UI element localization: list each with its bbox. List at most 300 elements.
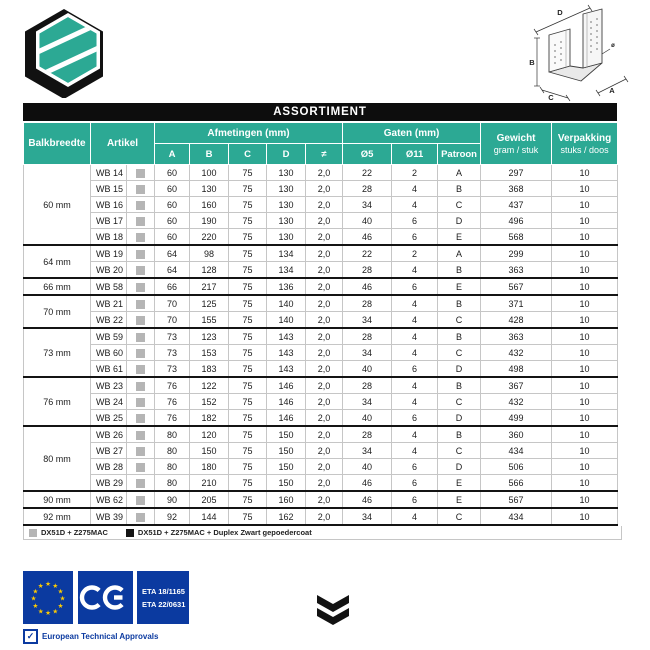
hanger-left-flange xyxy=(549,29,570,72)
eu-star-icon: ★ xyxy=(52,583,59,591)
cell-artikel: WB 25 xyxy=(91,410,127,427)
eta-approvals-box xyxy=(137,571,189,624)
table-row xyxy=(24,443,618,459)
cell-coating-swatch xyxy=(127,491,155,508)
cell-a: 92 xyxy=(155,508,190,525)
eta-number-2: ETA 22/0631 xyxy=(142,599,186,609)
cell-verpakking: 10 xyxy=(552,475,618,492)
cell-o11: 6 xyxy=(392,475,438,492)
coating-swatch-icon xyxy=(136,316,145,325)
eu-star-icon: ★ xyxy=(59,595,66,603)
col-header-balkbreedte: Balkbreedte xyxy=(24,123,91,165)
legend-label: DX51D + Z275MAC xyxy=(41,528,108,537)
cell-balkbreedte: 76 mm xyxy=(24,377,91,426)
cell-gewicht: 368 xyxy=(481,181,552,197)
table-row xyxy=(24,295,618,312)
cell-o5: 34 xyxy=(343,312,392,329)
cell-patroon: B xyxy=(438,377,481,394)
cell-artikel: WB 58 xyxy=(91,278,127,295)
table-row xyxy=(24,245,618,262)
cell-o11: 4 xyxy=(392,262,438,279)
cell-d: 130 xyxy=(267,229,306,246)
cell-gewicht: 498 xyxy=(481,361,552,378)
cell-gewicht: 496 xyxy=(481,213,552,229)
cell-verpakking: 10 xyxy=(552,426,618,443)
cell-thickness: 2,0 xyxy=(306,475,343,492)
table-row xyxy=(24,394,618,410)
cell-verpakking: 10 xyxy=(552,312,618,329)
table-row xyxy=(24,278,618,295)
cell-artikel: WB 19 xyxy=(91,245,127,262)
cell-a: 73 xyxy=(155,361,190,378)
cell-o5: 28 xyxy=(343,181,392,197)
cell-a: 66 xyxy=(155,278,190,295)
col-header-verpakking: Verpakking stuks / doos xyxy=(552,123,618,165)
cell-coating-swatch xyxy=(127,278,155,295)
cell-artikel: WB 60 xyxy=(91,345,127,361)
cell-patroon: C xyxy=(438,508,481,525)
cell-patroon: D xyxy=(438,459,481,475)
cell-c: 75 xyxy=(229,262,267,279)
cell-d: 143 xyxy=(267,328,306,345)
coating-swatch-icon xyxy=(136,496,145,505)
table-row xyxy=(24,213,618,229)
legend-swatch-icon xyxy=(126,529,134,537)
cell-artikel: WB 29 xyxy=(91,475,127,492)
cell-verpakking: 10 xyxy=(552,197,618,213)
cell-patroon: C xyxy=(438,312,481,329)
cell-artikel: WB 18 xyxy=(91,229,127,246)
cell-gewicht: 299 xyxy=(481,245,552,262)
cell-balkbreedte: 80 mm xyxy=(24,426,91,491)
cell-o5: 40 xyxy=(343,410,392,427)
col-header-a: A xyxy=(155,144,190,165)
cell-balkbreedte: 66 mm xyxy=(24,278,91,295)
cell-patroon: B xyxy=(438,262,481,279)
cell-patroon: C xyxy=(438,345,481,361)
eu-star-icon: ★ xyxy=(52,608,59,616)
cell-b: 130 xyxy=(190,181,229,197)
table-row xyxy=(24,377,618,394)
cell-balkbreedte: 70 mm xyxy=(24,295,91,328)
cell-d: 150 xyxy=(267,459,306,475)
cell-a: 80 xyxy=(155,475,190,492)
hanger-right-flange xyxy=(583,9,602,68)
brand-hexagon-logo xyxy=(14,6,118,98)
cell-gewicht: 499 xyxy=(481,410,552,427)
cell-gewicht: 434 xyxy=(481,443,552,459)
table-row xyxy=(24,328,618,345)
cell-o5: 28 xyxy=(343,328,392,345)
cell-o5: 46 xyxy=(343,229,392,246)
dim-label-c: C xyxy=(548,93,554,102)
cell-d: 136 xyxy=(267,278,306,295)
cell-o5: 34 xyxy=(343,443,392,459)
cell-coating-swatch xyxy=(127,181,155,197)
col-header-gewicht: Gewicht gram / stuk xyxy=(481,123,552,165)
cell-b: 150 xyxy=(190,443,229,459)
cell-d: 140 xyxy=(267,312,306,329)
cell-o5: 22 xyxy=(343,165,392,181)
cell-patroon: A xyxy=(438,245,481,262)
col-header-gaten: Gaten (mm) xyxy=(343,123,481,144)
cell-d: 140 xyxy=(267,295,306,312)
cell-c: 75 xyxy=(229,443,267,459)
cell-thickness: 2,0 xyxy=(306,181,343,197)
cell-d: 143 xyxy=(267,361,306,378)
cell-o11: 4 xyxy=(392,377,438,394)
cell-o11: 4 xyxy=(392,508,438,525)
coating-swatch-icon xyxy=(136,185,145,194)
cell-balkbreedte: 64 mm xyxy=(24,245,91,278)
cell-coating-swatch xyxy=(127,197,155,213)
cell-a: 60 xyxy=(155,229,190,246)
cell-d: 162 xyxy=(267,508,306,525)
eu-star-icon: ★ xyxy=(45,610,51,618)
table-row xyxy=(24,475,618,492)
cell-patroon: C xyxy=(438,443,481,459)
coating-swatch-icon xyxy=(136,169,145,178)
cell-gewicht: 428 xyxy=(481,312,552,329)
eu-star-icon: ★ xyxy=(57,603,64,610)
cell-b: 100 xyxy=(190,165,229,181)
cell-patroon: E xyxy=(438,475,481,492)
cell-verpakking: 10 xyxy=(552,328,618,345)
cell-verpakking: 10 xyxy=(552,394,618,410)
cell-o11: 4 xyxy=(392,312,438,329)
cell-patroon: D xyxy=(438,410,481,427)
cell-o11: 6 xyxy=(392,361,438,378)
ce-mark-icon xyxy=(78,571,133,624)
assortiment-table xyxy=(23,122,618,526)
eta-caption: European Technical Approvals xyxy=(42,632,159,641)
cell-thickness: 2,0 xyxy=(306,443,343,459)
col-header-verpakking-sub: stuks / doos xyxy=(560,144,609,155)
eta-caption-row xyxy=(23,629,158,644)
cell-b: 98 xyxy=(190,245,229,262)
cell-gewicht: 506 xyxy=(481,459,552,475)
cell-coating-swatch xyxy=(127,213,155,229)
cell-c: 75 xyxy=(229,426,267,443)
cell-o11: 6 xyxy=(392,459,438,475)
dim-label-b: B xyxy=(529,58,535,67)
cell-gewicht: 568 xyxy=(481,229,552,246)
cell-artikel: WB 27 xyxy=(91,443,127,459)
table-row xyxy=(24,262,618,279)
cell-coating-swatch xyxy=(127,345,155,361)
col-header-c: C xyxy=(229,144,267,165)
check-icon: ✓ xyxy=(23,629,38,644)
cell-artikel: WB 20 xyxy=(91,262,127,279)
cell-verpakking: 10 xyxy=(552,181,618,197)
cell-d: 134 xyxy=(267,262,306,279)
cell-thickness: 2,0 xyxy=(306,459,343,475)
cell-thickness: 2,0 xyxy=(306,410,343,427)
cell-coating-swatch xyxy=(127,312,155,329)
cell-b: 144 xyxy=(190,508,229,525)
cell-thickness: 2,0 xyxy=(306,508,343,525)
coating-swatch-icon xyxy=(136,431,145,440)
cell-patroon: B xyxy=(438,328,481,345)
cell-d: 160 xyxy=(267,491,306,508)
cell-o5: 28 xyxy=(343,262,392,279)
cell-b: 220 xyxy=(190,229,229,246)
cell-patroon: B xyxy=(438,426,481,443)
cell-d: 143 xyxy=(267,345,306,361)
cell-verpakking: 10 xyxy=(552,377,618,394)
cell-d: 130 xyxy=(267,165,306,181)
table-row xyxy=(24,508,618,525)
cell-artikel: WB 14 xyxy=(91,165,127,181)
cell-patroon: B xyxy=(438,181,481,197)
cell-artikel: WB 15 xyxy=(91,181,127,197)
eu-star-icon: ★ xyxy=(37,608,44,616)
cell-gewicht: 567 xyxy=(481,491,552,508)
cell-c: 75 xyxy=(229,345,267,361)
cell-thickness: 2,0 xyxy=(306,394,343,410)
legend-item xyxy=(126,528,312,537)
table-row xyxy=(24,345,618,361)
cell-gewicht: 566 xyxy=(481,475,552,492)
cell-coating-swatch xyxy=(127,328,155,345)
cell-b: 180 xyxy=(190,459,229,475)
cell-o5: 34 xyxy=(343,394,392,410)
cell-verpakking: 10 xyxy=(552,443,618,459)
eu-flag xyxy=(23,571,73,624)
cell-thickness: 2,0 xyxy=(306,245,343,262)
table-row xyxy=(24,426,618,443)
eu-star-icon: ★ xyxy=(30,595,37,603)
cell-a: 76 xyxy=(155,394,190,410)
cell-b: 190 xyxy=(190,213,229,229)
cell-artikel: WB 21 xyxy=(91,295,127,312)
cell-gewicht: 437 xyxy=(481,197,552,213)
cell-coating-swatch xyxy=(127,295,155,312)
cell-thickness: 2,0 xyxy=(306,328,343,345)
table-row xyxy=(24,229,618,246)
cell-d: 130 xyxy=(267,213,306,229)
double-chevron-down-icon xyxy=(317,595,349,629)
cell-gewicht: 432 xyxy=(481,394,552,410)
cell-coating-swatch xyxy=(127,426,155,443)
cell-patroon: D xyxy=(438,213,481,229)
cell-thickness: 2,0 xyxy=(306,262,343,279)
cell-artikel: WB 16 xyxy=(91,197,127,213)
table-row xyxy=(24,361,618,378)
dim-label-a: A xyxy=(609,86,615,95)
cell-artikel: WB 39 xyxy=(91,508,127,525)
coating-swatch-icon xyxy=(136,398,145,407)
cell-o11: 4 xyxy=(392,345,438,361)
cell-patroon: E xyxy=(438,491,481,508)
cell-b: 120 xyxy=(190,426,229,443)
col-header-o5: Ø5 xyxy=(343,144,392,165)
cell-d: 150 xyxy=(267,475,306,492)
cell-o11: 6 xyxy=(392,229,438,246)
cell-o11: 6 xyxy=(392,213,438,229)
cell-b: 155 xyxy=(190,312,229,329)
table-row xyxy=(24,491,618,508)
cell-d: 146 xyxy=(267,377,306,394)
cell-d: 134 xyxy=(267,245,306,262)
cell-coating-swatch xyxy=(127,262,155,279)
cell-c: 75 xyxy=(229,410,267,427)
cell-a: 76 xyxy=(155,410,190,427)
cell-b: 217 xyxy=(190,278,229,295)
cell-d: 146 xyxy=(267,410,306,427)
cell-b: 125 xyxy=(190,295,229,312)
legend-label: DX51D + Z275MAC + Duplex Zwart gepoedercoat xyxy=(137,528,312,537)
cell-o5: 28 xyxy=(343,426,392,443)
cell-a: 60 xyxy=(155,181,190,197)
coating-swatch-icon xyxy=(136,333,145,342)
cell-thickness: 2,0 xyxy=(306,426,343,443)
eu-star-icon: ★ xyxy=(32,603,39,610)
cell-c: 75 xyxy=(229,181,267,197)
joist-hanger-diagram xyxy=(528,4,642,104)
cell-o5: 40 xyxy=(343,459,392,475)
cell-a: 60 xyxy=(155,165,190,181)
cell-a: 80 xyxy=(155,426,190,443)
cell-d: 150 xyxy=(267,426,306,443)
cell-thickness: 2,0 xyxy=(306,229,343,246)
cell-gewicht: 434 xyxy=(481,508,552,525)
cell-coating-swatch xyxy=(127,229,155,246)
cell-thickness: 2,0 xyxy=(306,345,343,361)
cell-balkbreedte: 92 mm xyxy=(24,508,91,525)
cell-c: 75 xyxy=(229,475,267,492)
cell-verpakking: 10 xyxy=(552,361,618,378)
cell-o11: 4 xyxy=(392,181,438,197)
cell-d: 150 xyxy=(267,443,306,459)
table-title: ASSORTIMENT xyxy=(23,103,617,121)
cell-coating-swatch xyxy=(127,361,155,378)
cell-d: 130 xyxy=(267,181,306,197)
cell-artikel: WB 24 xyxy=(91,394,127,410)
cell-patroon: A xyxy=(438,165,481,181)
cell-a: 64 xyxy=(155,262,190,279)
cell-artikel: WB 17 xyxy=(91,213,127,229)
cell-b: 182 xyxy=(190,410,229,427)
cell-b: 153 xyxy=(190,345,229,361)
cell-c: 75 xyxy=(229,361,267,378)
cell-gewicht: 363 xyxy=(481,262,552,279)
cell-c: 75 xyxy=(229,459,267,475)
cell-a: 90 xyxy=(155,491,190,508)
table-row xyxy=(24,459,618,475)
cell-o11: 6 xyxy=(392,491,438,508)
cell-c: 75 xyxy=(229,197,267,213)
cell-c: 75 xyxy=(229,508,267,525)
coating-swatch-icon xyxy=(136,513,145,522)
col-header-gewicht-sub: gram / stuk xyxy=(493,144,539,155)
cell-d: 146 xyxy=(267,394,306,410)
eu-star-icon: ★ xyxy=(37,583,44,591)
coating-swatch-icon xyxy=(136,300,145,309)
cell-a: 60 xyxy=(155,213,190,229)
eu-star-icon: ★ xyxy=(45,581,51,589)
cell-b: 205 xyxy=(190,491,229,508)
coating-swatch-icon xyxy=(136,233,145,242)
cell-thickness: 2,0 xyxy=(306,278,343,295)
cell-coating-swatch xyxy=(127,475,155,492)
cell-coating-swatch xyxy=(127,377,155,394)
cell-coating-swatch xyxy=(127,508,155,525)
cell-a: 70 xyxy=(155,295,190,312)
cell-o11: 4 xyxy=(392,426,438,443)
cell-o11: 4 xyxy=(392,295,438,312)
cell-patroon: E xyxy=(438,229,481,246)
cell-o11: 6 xyxy=(392,410,438,427)
coating-swatch-icon xyxy=(136,217,145,226)
coating-swatch-icon xyxy=(136,250,145,259)
table-row xyxy=(24,181,618,197)
cell-c: 75 xyxy=(229,312,267,329)
cell-o11: 6 xyxy=(392,278,438,295)
coating-swatch-icon xyxy=(136,365,145,374)
cell-a: 60 xyxy=(155,197,190,213)
cell-verpakking: 10 xyxy=(552,262,618,279)
cell-thickness: 2,0 xyxy=(306,213,343,229)
cell-o5: 28 xyxy=(343,295,392,312)
col-header-d: D xyxy=(267,144,306,165)
cell-gewicht: 367 xyxy=(481,377,552,394)
cell-artikel: WB 23 xyxy=(91,377,127,394)
coating-swatch-icon xyxy=(136,201,145,210)
coating-legend xyxy=(23,526,622,540)
cell-coating-swatch xyxy=(127,165,155,181)
col-header-o11: Ø11 xyxy=(392,144,438,165)
cell-verpakking: 10 xyxy=(552,165,618,181)
cell-artikel: WB 26 xyxy=(91,426,127,443)
cell-a: 80 xyxy=(155,459,190,475)
cell-artikel: WB 61 xyxy=(91,361,127,378)
cell-patroon: B xyxy=(438,295,481,312)
coating-swatch-icon xyxy=(136,447,145,456)
cell-thickness: 2,0 xyxy=(306,312,343,329)
cell-o5: 22 xyxy=(343,245,392,262)
cell-verpakking: 10 xyxy=(552,245,618,262)
cell-patroon: C xyxy=(438,197,481,213)
coating-swatch-icon xyxy=(136,349,145,358)
cell-coating-swatch xyxy=(127,394,155,410)
cell-o5: 46 xyxy=(343,475,392,492)
eu-star-icon: ★ xyxy=(57,588,64,596)
cell-verpakking: 10 xyxy=(552,459,618,475)
cell-a: 73 xyxy=(155,328,190,345)
eu-star-icon: ★ xyxy=(32,588,39,596)
assortiment-sheet xyxy=(23,103,617,540)
coating-swatch-icon xyxy=(136,479,145,488)
cell-gewicht: 360 xyxy=(481,426,552,443)
cell-balkbreedte: 90 mm xyxy=(24,491,91,508)
cell-c: 75 xyxy=(229,165,267,181)
cell-thickness: 2,0 xyxy=(306,491,343,508)
cell-c: 75 xyxy=(229,278,267,295)
cell-b: 210 xyxy=(190,475,229,492)
cell-patroon: E xyxy=(438,278,481,295)
cell-c: 75 xyxy=(229,229,267,246)
cell-c: 75 xyxy=(229,491,267,508)
ce-mark xyxy=(78,571,133,624)
cell-o11: 2 xyxy=(392,165,438,181)
cell-verpakking: 10 xyxy=(552,491,618,508)
cell-o5: 46 xyxy=(343,278,392,295)
table-row xyxy=(24,312,618,329)
cell-artikel: WB 59 xyxy=(91,328,127,345)
cell-artikel: WB 62 xyxy=(91,491,127,508)
cell-gewicht: 363 xyxy=(481,328,552,345)
